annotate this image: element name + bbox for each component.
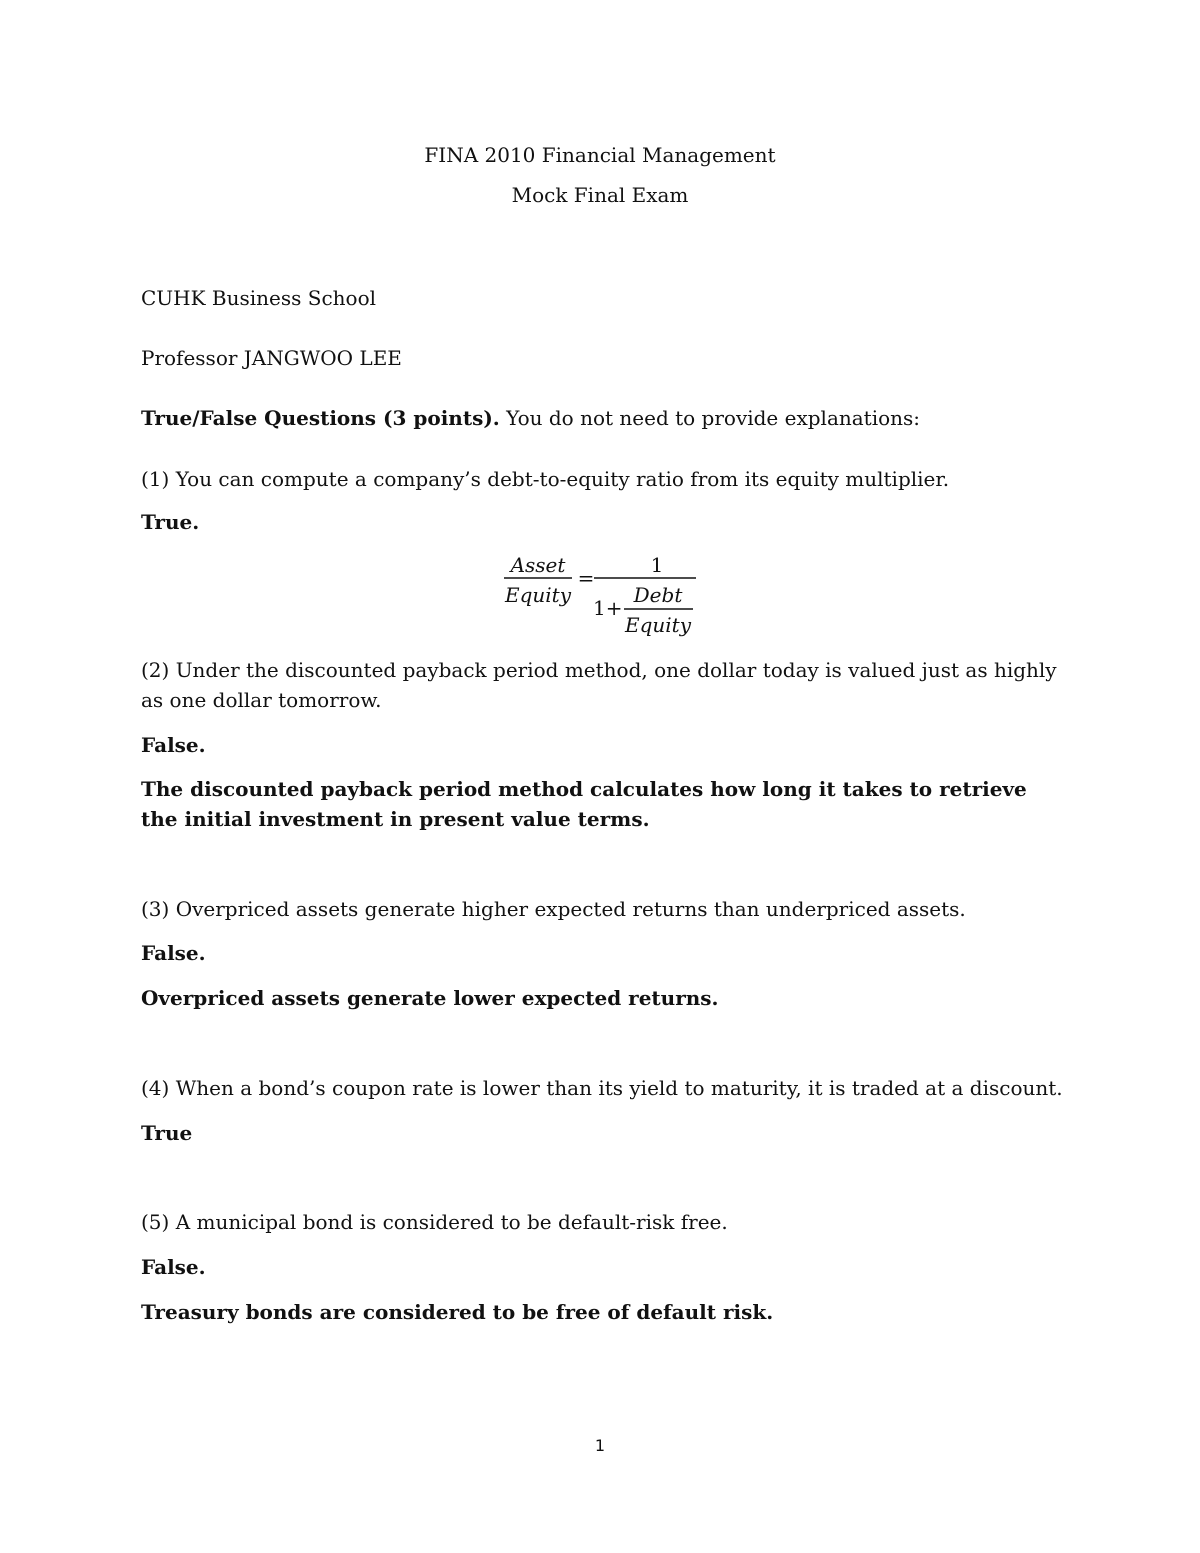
equity-multiplier-formula xyxy=(500,550,700,645)
formula-lhs-denominator: Equity xyxy=(504,583,572,607)
exam-title: Mock Final Exam xyxy=(511,183,689,207)
question-3-explanation: Overpriced assets generate lower expected returns. xyxy=(141,986,719,1010)
formula-equals: = xyxy=(577,566,595,590)
question-2-text: (2) Under the discounted payback period method, one dollar today is valued just as highly as one dollar tomorrow. xyxy=(141,658,1057,712)
question-4-text: (4) When a bond’s coupon rate is lower than its yield to maturity, it is traded at a discount. xyxy=(141,1076,1063,1100)
question-3-text: (3) Overpriced assets generate higher expected returns than underpriced assets. xyxy=(141,897,966,921)
formula-lhs-numerator: Asset xyxy=(510,553,566,577)
question-1-answer: True. xyxy=(141,510,200,534)
question-3-answer: False. xyxy=(141,941,206,965)
course-title: FINA 2010 Financial Management xyxy=(424,143,776,167)
page-number: 1 xyxy=(594,1436,606,1455)
section-heading: True/False Questions (3 points). xyxy=(141,406,500,430)
question-5-text: (5) A municipal bond is considered to be default-risk free. xyxy=(141,1210,728,1234)
formula-inner-denominator: Equity xyxy=(624,613,692,637)
question-4-answer: True xyxy=(141,1121,193,1145)
section-instruction: You do not need to provide explanations: xyxy=(499,406,921,430)
formula-rhs-numerator: 1 xyxy=(650,553,664,577)
school-name: CUHK Business School xyxy=(141,286,376,310)
professor-name: Professor JANGWOO LEE xyxy=(141,346,402,370)
question-5-explanation: Treasury bonds are considered to be free of default risk. xyxy=(141,1300,774,1324)
formula-one-plus: 1+ xyxy=(593,596,623,620)
question-1-text: (1) You can compute a company’s debt-to-equity ratio from its equity multiplier. xyxy=(141,467,950,491)
question-5-answer: False. xyxy=(141,1255,206,1279)
question-2-explanation: The discounted payback period method calculates how long it takes to retrieve the initial investment in present value terms. xyxy=(141,777,1027,831)
question-2-answer: False. xyxy=(141,733,206,757)
formula-inner-numerator: Debt xyxy=(633,583,683,607)
section-header xyxy=(141,403,920,433)
